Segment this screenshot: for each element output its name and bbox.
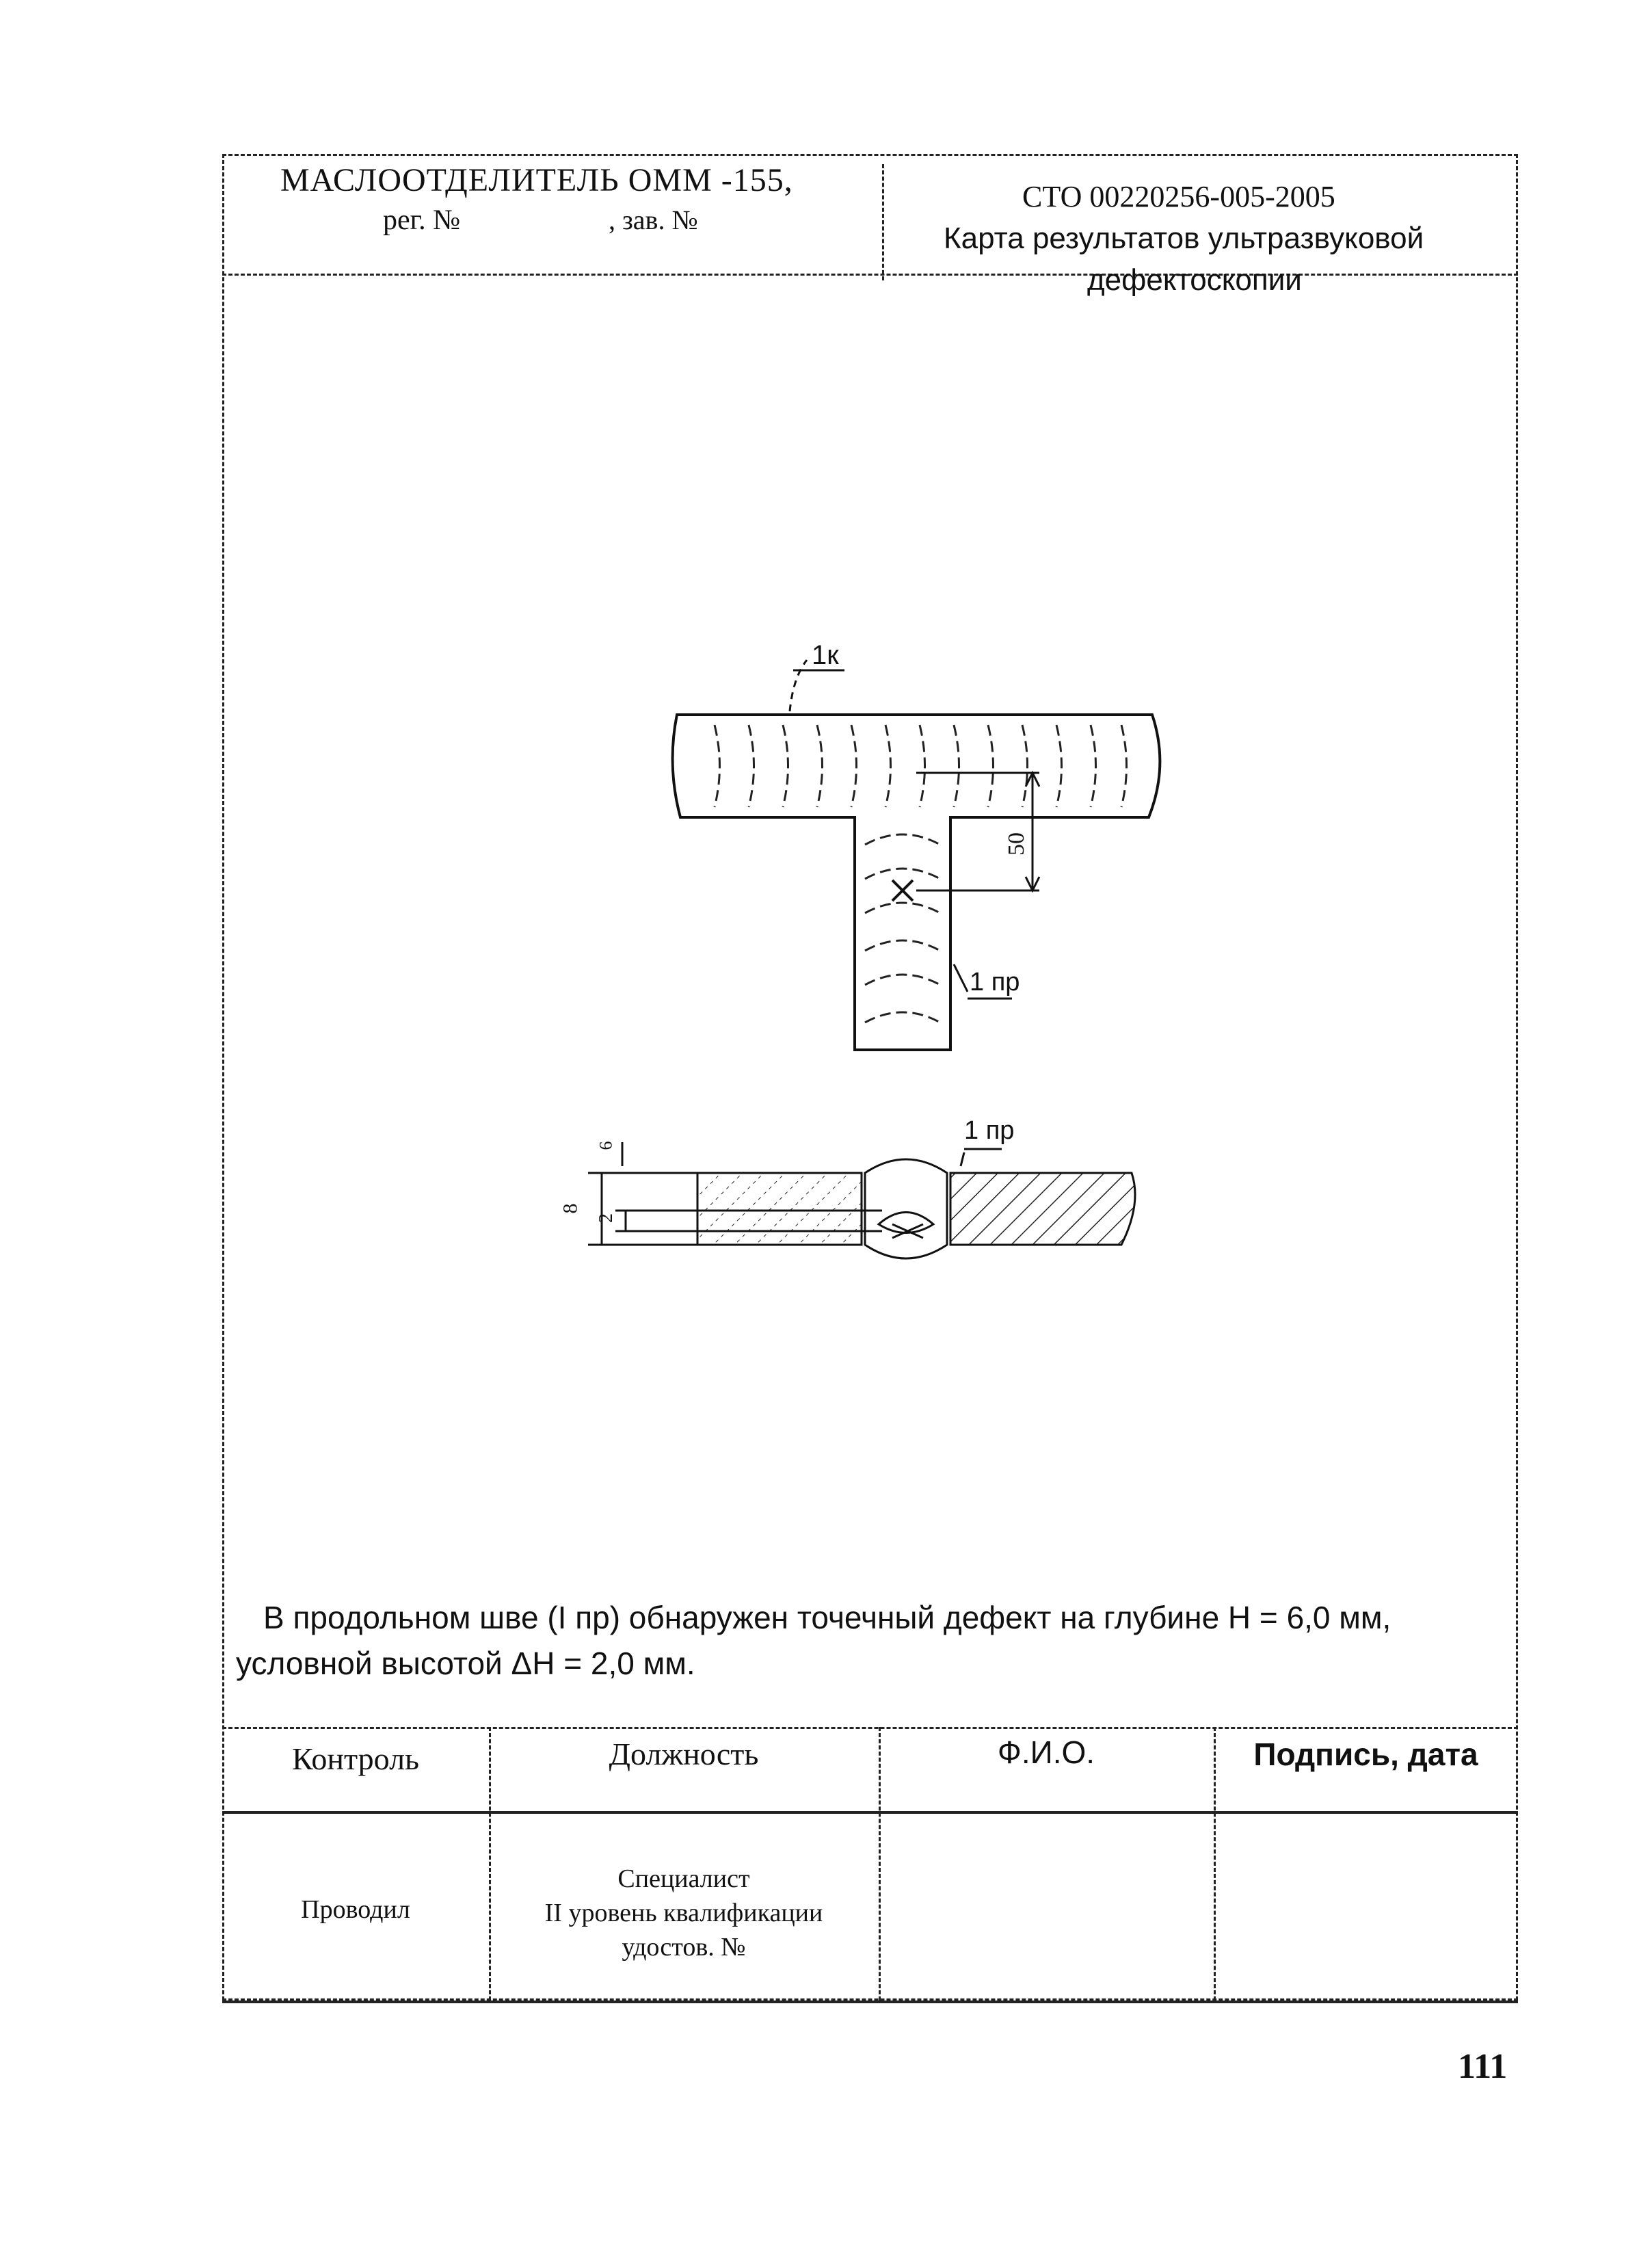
reg-number-label: рег. № [383,204,461,236]
dim-6-label: 6 [596,1141,616,1150]
col-header-control: Контроль [292,1741,419,1776]
page-number: 111 [1458,2047,1508,2086]
weld-section [697,1159,1135,1258]
cell-position-line1: Специалист [617,1864,750,1893]
weld-ripples [715,725,1127,1022]
standard-code: СТО 00220256-005-2005 [1022,180,1335,213]
table-header-line [222,1811,1518,1814]
label-1k: 1к [812,640,839,670]
weld-plan-view [673,715,1160,1050]
table-top-line [222,1727,1518,1729]
label-section-1pr: 1 пр [964,1116,1015,1145]
cell-position-line3: удостов. № [622,1933,746,1962]
cell-control: Проводил [301,1895,410,1924]
dim-8-label: 8 [559,1203,582,1214]
col-header-signature: Подпись, дата [1253,1737,1478,1772]
dim-50-label: 50 [1004,832,1029,856]
label-weld-1pr: 1 пр [970,968,1020,996]
col-header-fio: Ф.И.О. [997,1734,1095,1770]
factory-number-label: , зав. № [609,204,698,235]
dim-2-label: 2 [596,1213,617,1223]
card-title-line2: дефектоскопии [1087,263,1302,297]
table-bottom-line [222,2001,1518,2003]
col-header-position: Должность [609,1737,759,1771]
defect-marker [892,880,913,901]
conclusion-line1: В продольном шве (I пр) обнаружен точечный дефект на глубине H = 6,0 мм, [263,1600,1391,1635]
dimension-50 [916,773,1039,890]
object-title: МАСЛООТДЕЛИТЕЛЬ ОММ -155, [280,162,793,198]
conclusion-line2: условной высотой ΔH = 2,0 мм. [236,1646,695,1681]
cell-position-line2: II уровень квалификации [544,1899,823,1927]
card-title-line1: Карта результатов ультразвуковой [944,222,1424,255]
